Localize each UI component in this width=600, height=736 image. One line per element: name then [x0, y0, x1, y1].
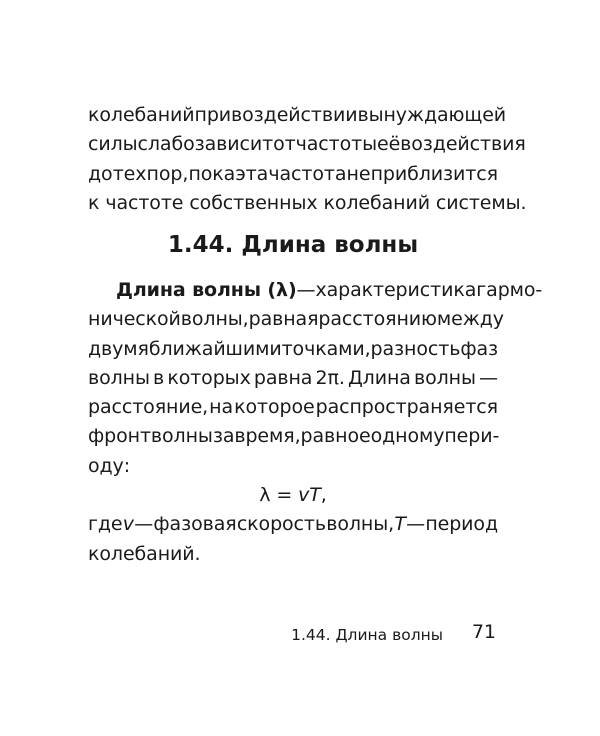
page-footer: [88, 620, 498, 648]
word: время,: [234, 425, 301, 448]
text-line: [88, 160, 498, 189]
line-text: колебаний.: [88, 542, 201, 565]
word: которое: [234, 396, 315, 419]
formula-equals: =: [270, 484, 299, 507]
word: равное: [300, 425, 371, 448]
word: волны,: [326, 513, 395, 536]
word: воздействия: [400, 133, 526, 156]
word: слабо: [137, 133, 195, 156]
word: нической: [88, 308, 181, 331]
word: —: [479, 366, 498, 389]
text-line: [88, 452, 498, 481]
word: фронт: [88, 425, 151, 448]
word: вынуждающей: [357, 104, 507, 126]
word: равна: [253, 366, 313, 389]
word: в: [153, 366, 165, 389]
word: ближайшими: [148, 337, 282, 360]
word: частота: [268, 162, 347, 185]
line-text: к частоте собственных колебаний системы.: [88, 191, 527, 214]
word: между: [436, 308, 504, 331]
word: её: [376, 133, 401, 156]
text-line: [88, 101, 507, 130]
word: фазовая: [153, 513, 237, 536]
text-line: [88, 189, 527, 218]
word: тех: [112, 162, 147, 185]
word: характеристика: [315, 279, 477, 301]
text-line: [88, 393, 498, 422]
word: колебаний: [88, 104, 195, 126]
word: скорость: [236, 513, 326, 536]
text-line: [88, 364, 498, 393]
formula-T: T: [309, 484, 321, 507]
word: которых: [167, 366, 251, 389]
word: Длина: [347, 366, 411, 389]
word: одному: [370, 425, 445, 448]
defined-term: Длина волны (λ): [116, 279, 297, 301]
word: волны: [414, 366, 476, 389]
formula-lambda: λ: [259, 484, 271, 507]
word: на: [209, 396, 234, 419]
word: приблизится: [370, 162, 498, 185]
word: зависит: [194, 133, 274, 156]
word: эта: [235, 162, 269, 185]
word: —: [406, 513, 426, 536]
text-line: [88, 130, 526, 159]
symbol-T: T: [394, 513, 406, 536]
text-line: [88, 276, 543, 305]
word: двумя: [88, 337, 149, 360]
formula: [88, 481, 498, 510]
text-line: [88, 335, 498, 364]
text-line: [88, 510, 498, 539]
word: равная: [248, 308, 319, 331]
formula-v: v: [298, 484, 310, 507]
formula-comma: ,: [320, 484, 327, 507]
text-line: [88, 540, 498, 569]
section-heading: 1.44. Длина волны: [167, 232, 419, 258]
line-text: оду:: [88, 454, 131, 477]
symbol-v: v: [122, 513, 134, 536]
word: волны,: [180, 308, 249, 331]
word: гармо-: [476, 279, 543, 301]
word: пери-: [444, 425, 500, 448]
page-number: 71: [471, 621, 496, 643]
word: период: [425, 513, 498, 536]
text-line: [88, 305, 504, 334]
word: фаз: [460, 337, 499, 360]
word: распространяется: [315, 396, 498, 419]
word: точками,: [281, 337, 371, 360]
paragraph-definition: [88, 276, 543, 569]
word: до: [88, 162, 113, 185]
word: от: [273, 133, 296, 156]
word: разность: [370, 337, 461, 360]
word: —: [134, 513, 154, 536]
word: расстояние,: [88, 396, 209, 419]
text-line: [88, 422, 498, 451]
word: за: [212, 425, 235, 448]
word: воздействии: [231, 104, 358, 126]
word: расстоянию: [318, 308, 437, 331]
word: частоты: [295, 133, 377, 156]
word: пока: [188, 162, 236, 185]
word: —: [296, 279, 316, 301]
word: при: [194, 104, 232, 126]
running-title: 1.44. Длина волны: [291, 626, 443, 644]
word: волны: [150, 425, 213, 448]
paragraph-top: [88, 101, 527, 218]
word: где: [88, 513, 123, 536]
word: 2π.: [315, 366, 345, 389]
word: волны: [88, 366, 150, 389]
word: не: [346, 162, 371, 185]
word: пор,: [146, 162, 189, 185]
word: силы: [88, 133, 138, 156]
